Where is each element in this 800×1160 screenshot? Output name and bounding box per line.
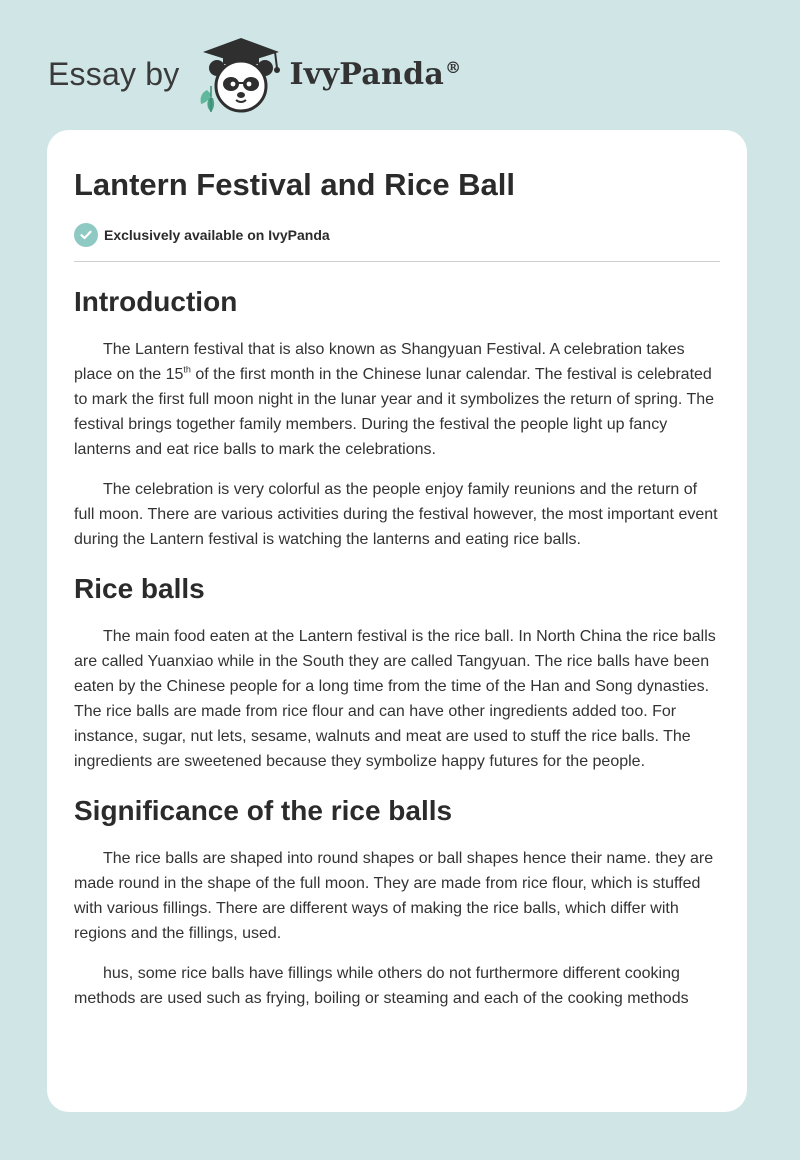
- exclusive-badge: [74, 223, 720, 247]
- section-heading: Rice balls: [74, 573, 205, 604]
- section-heading: Significance of the rice balls: [74, 795, 453, 826]
- section-introduction: [74, 285, 720, 552]
- paragraph: The main food eaten at the Lantern festival is the rice ball. In North China the rice balls are called Yuanxiao while in the South they are called Tangyuan. The rice balls have been eaten by the Chinese people for a long time from the time of the Han and Song dynasties. The rice balls are made from rice flour and can have other ingredients added too. For instance, sugar, nut lets, sesame, walnuts and meat are used to stuff the rice balls. The ingredients are sweetened because they symbolize happy futures for the people.: [74, 628, 716, 770]
- panda-graduate-icon: [193, 34, 285, 114]
- exclusive-badge-label: Exclusively available on IvyPanda: [104, 227, 330, 243]
- brand-header: [48, 34, 461, 114]
- paragraph: The celebration is very colorful as the people enjoy family reunions and the return of full moon. There are various activities during the festival however, the most important event during the Lantern festival is watching the lanterns and eating rice balls.: [74, 481, 718, 548]
- section-heading: Introduction: [74, 286, 238, 317]
- brand-name: IvyPanda®: [289, 56, 462, 92]
- section-rice-balls: [74, 572, 720, 774]
- paragraph: The rice balls are shaped into round shapes or ball shapes hence their name. they are made round in the shape of the full moon. They are made from rice flour, which is stuffed with various fillings. There are different ways of making the rice balls, which differ with regions and the fillings, used.: [74, 850, 714, 942]
- check-circle-icon: [74, 223, 98, 247]
- essay-title: Lantern Festival and Rice Ball: [74, 167, 516, 202]
- essay-card: [47, 130, 747, 1112]
- section-significance: [74, 794, 720, 1011]
- divider: [74, 261, 720, 262]
- brand-prefix: Essay by: [48, 55, 180, 92]
- paragraph: The Lantern festival that is also known as Shangyuan Festival. A celebration takes place on the 15th of the first month in the Chinese lunar calendar. The festival is celebrated to mark the first full moon night in the lunar year and it symbolizes the return of spring. The festival brings together family members. During the festival the people light up fancy lanterns and eat rice balls to mark the celebrations.: [74, 341, 715, 458]
- paragraph: hus, some rice balls have fillings while others do not furthermore different cooking methods are used such as frying, boiling or steaming and each of the cooking methods: [74, 965, 689, 1007]
